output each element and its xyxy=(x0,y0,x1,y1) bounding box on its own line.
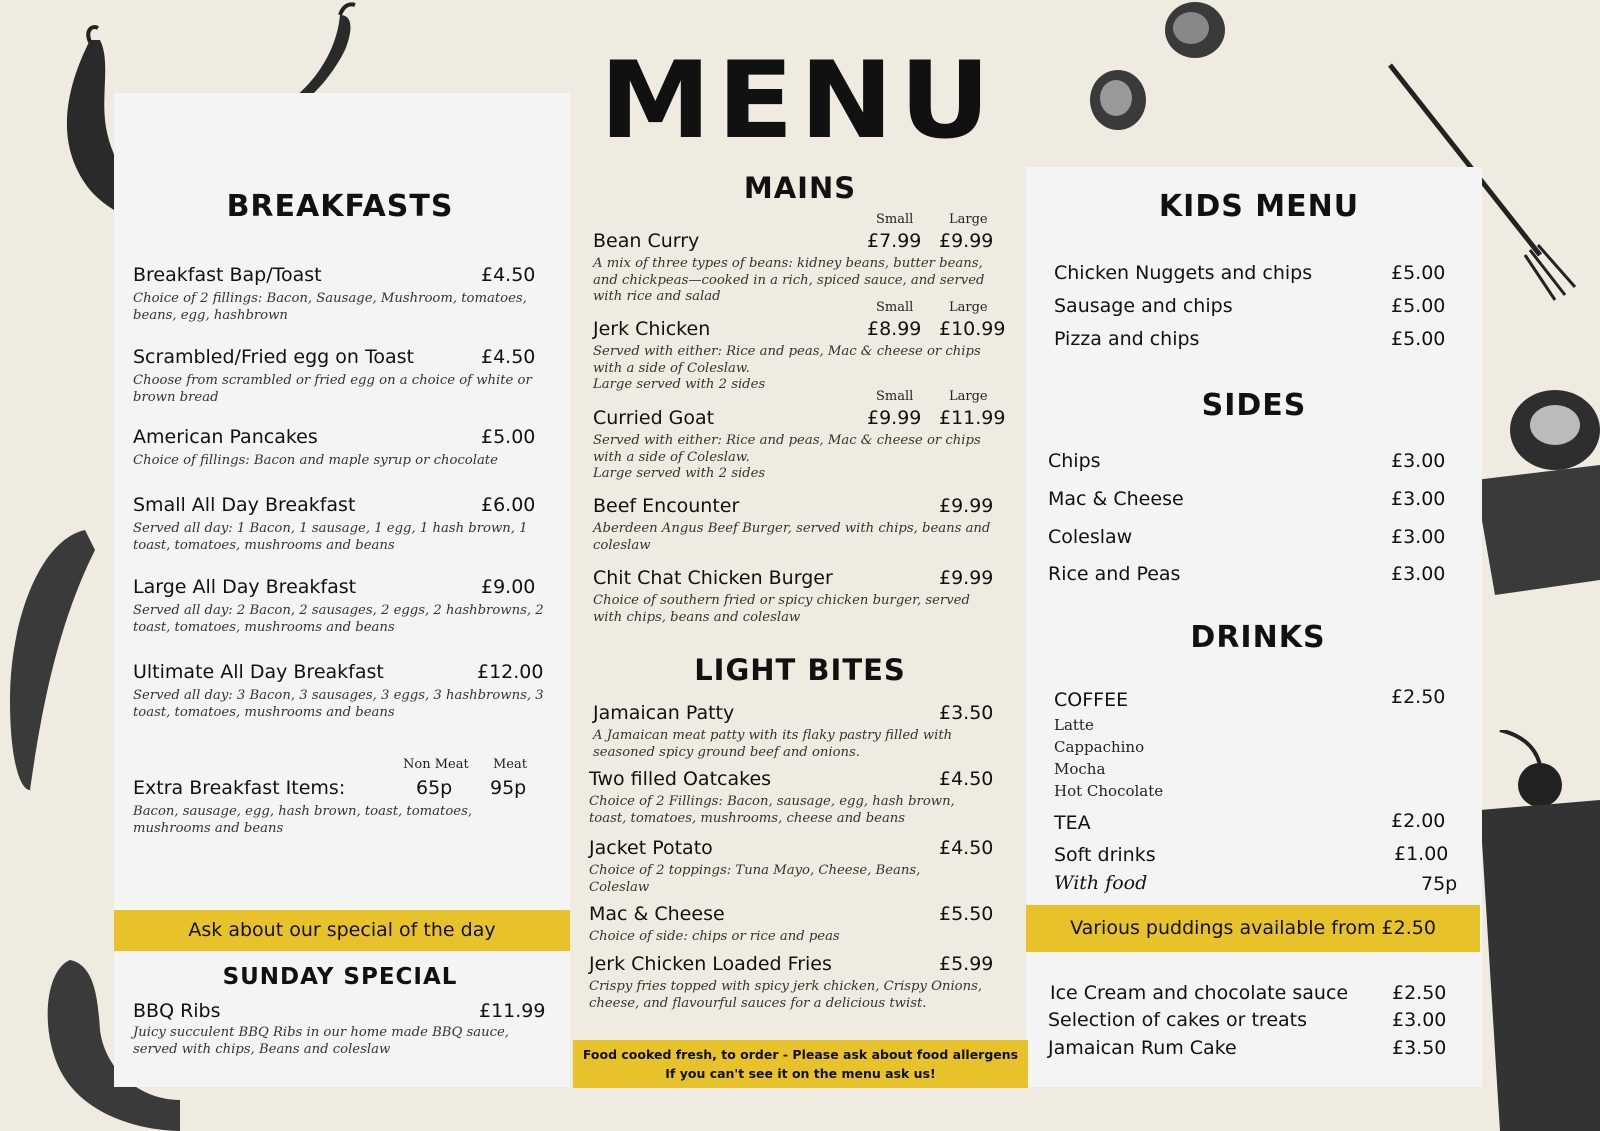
item-description: Choice of 2 Fillings: Bacon, sausage, egg, hash brown, toast, tomatoes, mushrooms, cheese and beans xyxy=(589,794,955,826)
special-of-day-banner: Ask about our special of the day xyxy=(114,910,570,951)
side-item-name: Chips xyxy=(1048,450,1101,472)
item-price-small: £8.99 xyxy=(867,318,922,340)
item-price-small: £9.99 xyxy=(867,407,922,429)
item-price: £5.50 xyxy=(939,903,994,925)
item-description: Crispy fries topped with spicy jerk chicken, Crispy Onions, cheese, and flavourful sauces for a delicious twist. xyxy=(589,979,983,1011)
item-description: Choice of fillings: Bacon and maple syrup or chocolate xyxy=(133,453,498,468)
kids-item-price: £5.00 xyxy=(1391,295,1446,317)
item-price-non-meat: 65p xyxy=(416,777,453,799)
tea-label: TEA xyxy=(1054,812,1091,834)
side-item-price: £3.00 xyxy=(1391,526,1446,548)
cinnamon-roll-icon xyxy=(1465,370,1600,600)
column-label-meat: Meat xyxy=(493,757,527,772)
item-name: Jacket Potato xyxy=(589,837,713,859)
side-item-name: Coleslaw xyxy=(1048,526,1133,548)
item-description: Bacon, sausage, egg, hash brown, toast, tomatoes, mushrooms and beans xyxy=(133,804,473,836)
item-price-large: £10.99 xyxy=(939,318,1006,340)
coffee-option: Mocha xyxy=(1054,760,1106,778)
item-price-meat: 95p xyxy=(490,777,527,799)
side-item-price: £3.00 xyxy=(1391,488,1446,510)
item-name: Small All Day Breakfast xyxy=(133,494,356,516)
garlic-icon xyxy=(1083,65,1153,135)
column-label-large: Large xyxy=(949,212,988,227)
pudding-item-price: £3.50 xyxy=(1392,1037,1447,1059)
item-description: Served all day: 2 Bacon, 2 sausages, 2 eggs, 2 hashbrowns, 2 toast, tomatoes, mushrooms and beans xyxy=(133,603,544,635)
soft-drinks-label: Soft drinks xyxy=(1054,844,1156,866)
item-price: £4.50 xyxy=(939,837,994,859)
item-name: Large All Day Breakfast xyxy=(133,576,357,598)
item-price: £4.50 xyxy=(939,768,994,790)
coffee-price: £2.50 xyxy=(1391,686,1446,708)
mains-heading: MAINS xyxy=(743,171,857,205)
item-name: Beef Encounter xyxy=(593,495,740,517)
item-description: A Jamaican meat patty with its flaky pastry filled with seasoned spicy ground beef and onions. xyxy=(593,728,953,760)
item-name: BBQ Ribs xyxy=(133,1000,221,1022)
item-description: Served all day: 1 Bacon, 1 sausage, 1 egg, 1 hash brown, 1 toast, tomatoes, mushrooms and beans xyxy=(133,521,528,553)
column-label-large: Large xyxy=(949,389,988,404)
sunday-special-heading: SUNDAY SPECIAL xyxy=(222,964,458,990)
column-label-small: Small xyxy=(876,212,914,227)
menu-title: MENU xyxy=(599,39,997,163)
coffee-option: Cappachino xyxy=(1054,738,1145,756)
item-price: £5.99 xyxy=(939,953,994,975)
side-item-name: Mac & Cheese xyxy=(1048,488,1184,510)
kids-item-price: £5.00 xyxy=(1391,328,1446,350)
with-food-label: With food xyxy=(1054,872,1148,894)
item-name: Extra Breakfast Items: xyxy=(133,777,346,799)
item-description: Choice of southern fried or spicy chicken burger, served with chips, beans and coleslaw xyxy=(593,593,970,625)
item-name: Ultimate All Day Breakfast xyxy=(133,661,384,683)
item-price: £12.00 xyxy=(477,661,544,683)
column-label-large: Large xyxy=(949,300,988,315)
item-name: Two filled Oatcakes xyxy=(589,768,772,790)
pudding-item-name: Ice Cream and chocolate sauce xyxy=(1050,982,1349,1004)
item-price: £4.50 xyxy=(481,264,536,286)
coffee-option: Latte xyxy=(1054,716,1094,734)
item-price-large: £9.99 xyxy=(939,230,994,252)
item-name: Jamaican Patty xyxy=(593,702,735,724)
column-label-small: Small xyxy=(876,389,914,404)
column-label-small: Small xyxy=(876,300,914,315)
item-price: £3.50 xyxy=(939,702,994,724)
kids-item-name: Pizza and chips xyxy=(1054,328,1200,350)
with-food-price: 75p xyxy=(1421,873,1458,895)
pudding-item-price: £2.50 xyxy=(1392,982,1447,1004)
item-description: Choice of side: chips or rice and peas xyxy=(589,929,840,944)
kids-menu-heading: KIDS MENU xyxy=(1158,189,1360,224)
allergen-notice xyxy=(573,1040,1028,1088)
item-description: Choose from scrambled or fried egg on a choice of white or brown bread xyxy=(133,373,532,405)
side-item-price: £3.00 xyxy=(1391,563,1446,585)
coffee-option: Hot Chocolate xyxy=(1054,782,1164,800)
pudding-item-name: Selection of cakes or treats xyxy=(1048,1009,1307,1031)
item-name: Breakfast Bap/Toast xyxy=(133,264,322,286)
item-price: £9.00 xyxy=(481,576,536,598)
pudding-item-name: Jamaican Rum Cake xyxy=(1048,1037,1237,1059)
item-name: Jerk Chicken Loaded Fries xyxy=(589,953,832,975)
item-description: Served all day: 3 Bacon, 3 sausages, 3 eggs, 3 hashbrowns, 3 toast, tomatoes, mushrooms and beans xyxy=(133,688,544,720)
item-price: £5.00 xyxy=(481,426,536,448)
puddings-banner: Various puddings available from £2.50 xyxy=(1026,905,1480,952)
allergen-notice-line1: Food cooked fresh, to order - Please ask about food allergens xyxy=(582,1047,1019,1062)
item-description: Choice of 2 fillings: Bacon, Sausage, Mushroom, tomatoes, beans, egg, hashbrown xyxy=(133,291,527,323)
kids-item-name: Chicken Nuggets and chips xyxy=(1054,262,1313,284)
item-price: £6.00 xyxy=(481,494,536,516)
item-name: Jerk Chicken xyxy=(593,318,711,340)
soft-drinks-price: £1.00 xyxy=(1394,843,1449,865)
item-name: Chit Chat Chicken Burger xyxy=(593,567,833,589)
tea-price: £2.00 xyxy=(1391,810,1446,832)
item-price-small: £7.99 xyxy=(867,230,922,252)
side-item-name: Rice and Peas xyxy=(1048,563,1181,585)
allergen-notice-line2: If you can't see it on the menu ask us! xyxy=(665,1066,936,1081)
item-price: £9.99 xyxy=(939,567,994,589)
item-price: £4.50 xyxy=(481,346,536,368)
item-description: Juicy succulent BBQ Ribs in our home made BBQ sauce, served with chips, Beans and coleslaw xyxy=(133,1025,509,1057)
item-name: Mac & Cheese xyxy=(589,903,725,925)
coffee-label: COFFEE xyxy=(1054,689,1129,711)
drinks-heading: DRINKS xyxy=(1190,620,1326,655)
item-price-large: £11.99 xyxy=(939,407,1006,429)
milkshake-icon xyxy=(1480,730,1600,1131)
light-bites-heading: LIGHT BITES xyxy=(694,653,906,687)
sausage-icon xyxy=(0,520,100,800)
kids-item-name: Sausage and chips xyxy=(1054,295,1233,317)
item-description: Served with either: Rice and peas, Mac & cheese or chips with a side of Coleslaw. xyxy=(593,344,981,376)
sides-heading: SIDES xyxy=(1201,388,1307,423)
item-description-note: Large served with 2 sides xyxy=(593,377,766,392)
item-description: A mix of three types of beans: kidney beans, butter beans, and chickpeas—cooked in a rich, spiced sauce, and served with rice and salad xyxy=(593,256,985,304)
side-item-price: £3.00 xyxy=(1391,450,1446,472)
item-price: £9.99 xyxy=(939,495,994,517)
item-description: Choice of 2 toppings: Tuna Mayo, Cheese, Beans, Coleslaw xyxy=(589,863,921,895)
column-label-non-meat: Non Meat xyxy=(403,757,469,772)
item-description-note: Large served with 2 sides xyxy=(593,466,766,481)
kids-item-price: £5.00 xyxy=(1391,262,1446,284)
item-name: Curried Goat xyxy=(593,407,715,429)
garlic-icon xyxy=(1155,0,1235,70)
breakfasts-heading: BREAKFASTS xyxy=(226,189,454,224)
item-name: Scrambled/Fried egg on Toast xyxy=(133,346,414,368)
item-price: £11.99 xyxy=(479,1000,546,1022)
item-description: Served with either: Rice and peas, Mac & cheese or chips with a side of Coleslaw. xyxy=(593,433,981,465)
item-name: American Pancakes xyxy=(133,426,318,448)
item-name: Bean Curry xyxy=(593,230,700,252)
item-description: Aberdeen Angus Beef Burger, served with chips, beans and coleslaw xyxy=(593,521,991,553)
pudding-item-price: £3.00 xyxy=(1392,1009,1447,1031)
